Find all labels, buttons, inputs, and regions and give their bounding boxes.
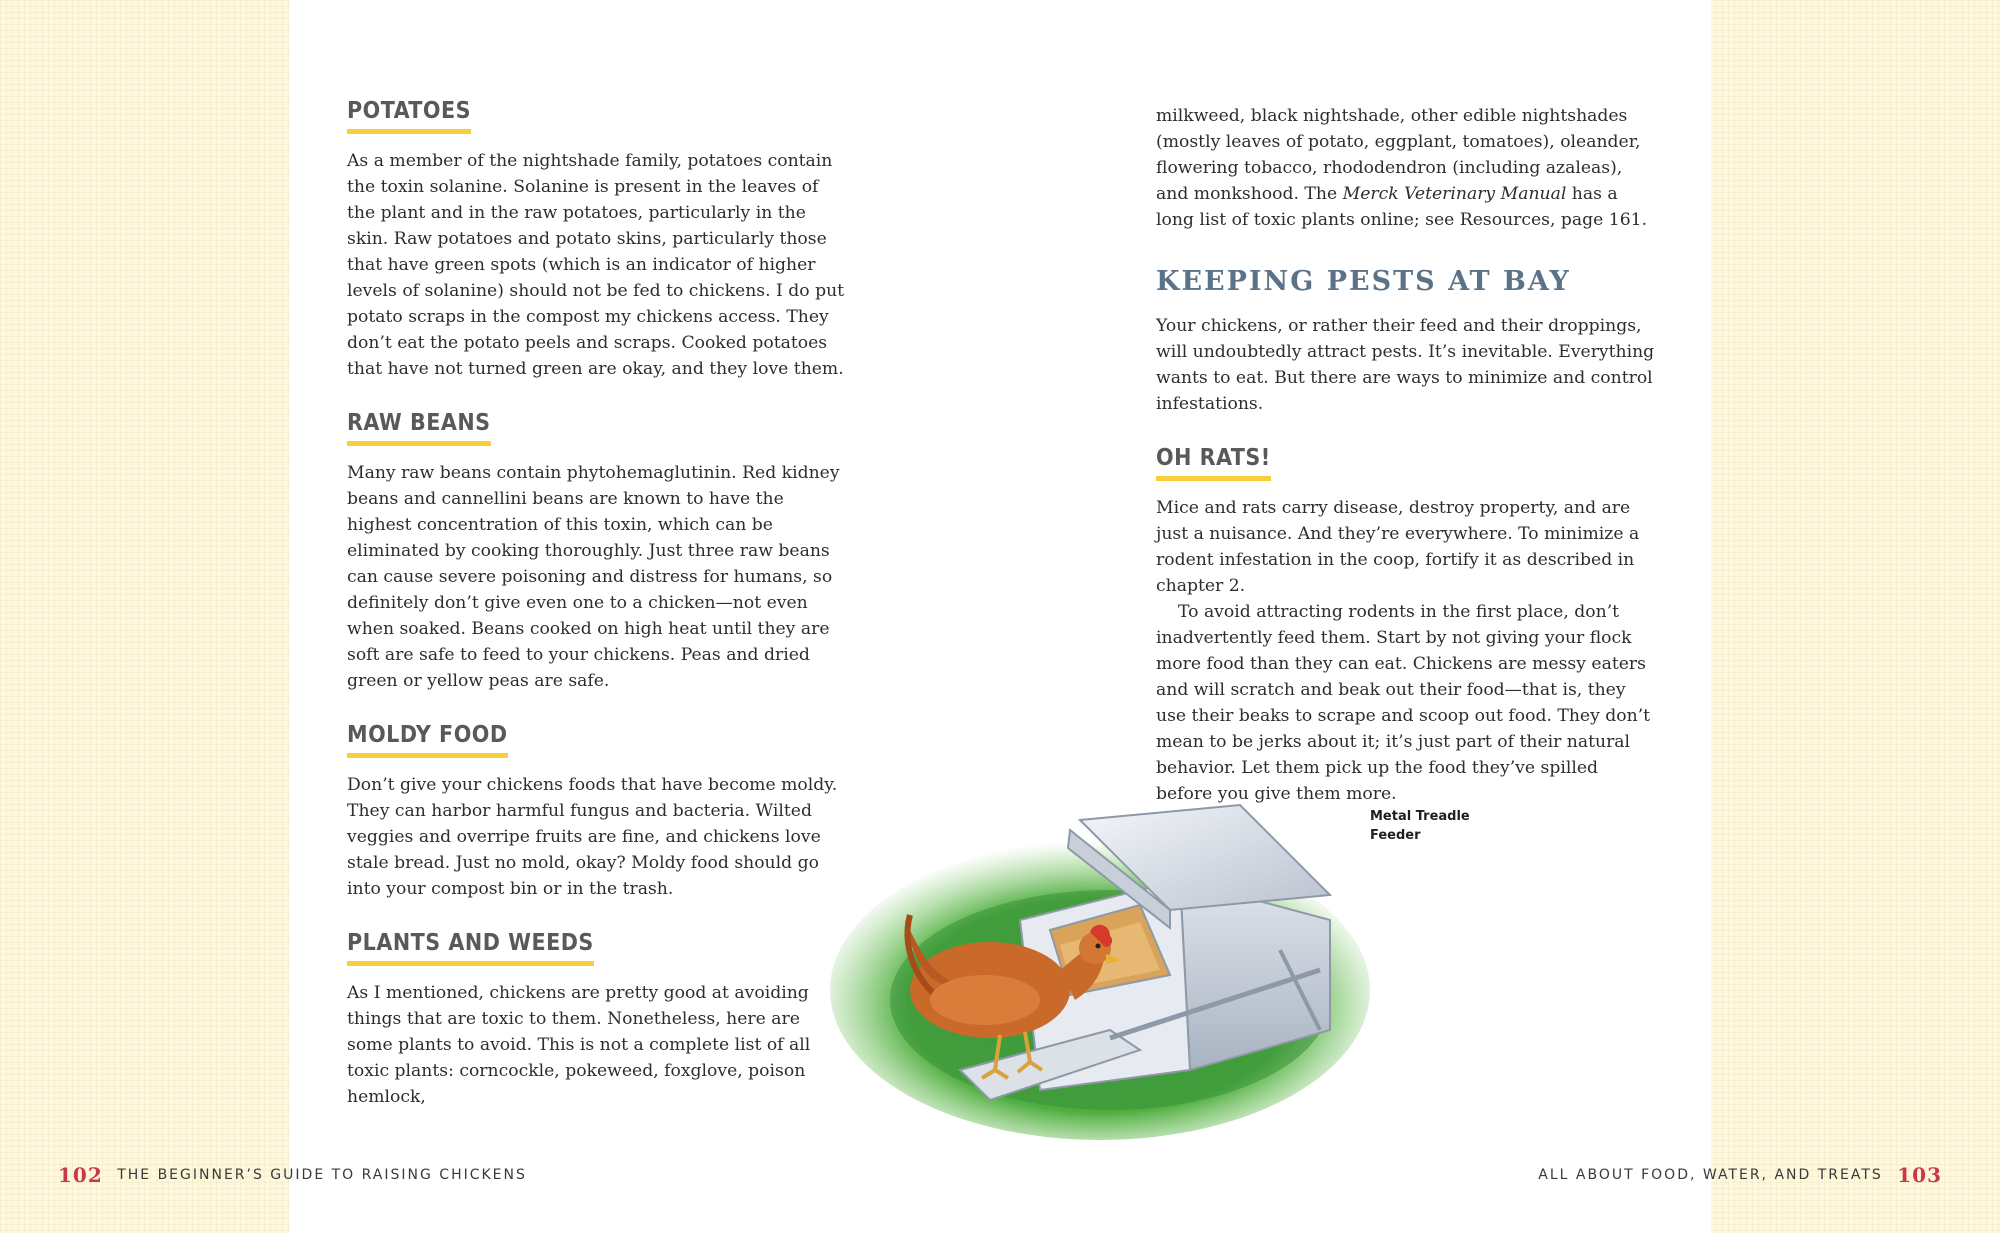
continued-paragraph (1156, 103, 1656, 233)
section-paragraph: To avoid attracting rodents in the first place, don’t inadvertently feed them. Start by not giving your flock more food than they can eat. Chickens are messy eaters and will scratch and beak out their food—that is, they use their beaks to scrape and scoop out food. They don’t mean to be jerks about it; it’s just part of their natural behavior. Let them pick up the food they’ve spilled before you give them more. (1156, 602, 1651, 804)
section-raw-beans (347, 408, 847, 694)
section-potatoes (347, 96, 847, 382)
left-page-footer (58, 1163, 527, 1187)
continued-text-before: milkweed, black nightshade, other edible nightshades (mostly leaves of potato, eggplant, tomatoes), oleander, flowering tobacco, rhododendron (including azaleas), and monkshood. The (1156, 106, 1641, 204)
left-page-column (347, 96, 847, 1136)
running-title: THE BEGINNER’S GUIDE TO RAISING CHICKENS (117, 1167, 527, 1183)
hen-at-treadle-feeder-illustration (810, 800, 1370, 1160)
page-number: 102 (58, 1163, 103, 1187)
section-paragraph: As a member of the nightshade family, potatoes contain the toxin solanine. Solanine is present in the leaves of the plant and in the raw potatoes, particularly in the skin. Raw potatoes and potato skins, particularly those that have green spots (which is an indicator of higher levels of solanine) should not be fed to chickens. I do put potato scraps in the compost my chickens access. They don’t eat the potato peels and scraps. Cooked potatoes that have not turned green are okay, and they love them. (347, 151, 845, 379)
section-heading: PLANTS AND WEEDS (347, 928, 594, 966)
page-number: 103 (1897, 1163, 1942, 1187)
section-heading: RAW BEANS (347, 408, 491, 446)
section-heading: OH RATS! (1156, 443, 1271, 481)
section-paragraph: Mice and rats carry disease, destroy property, and are just a nuisance. And they’re everywhere. To minimize a rodent infestation in the coop, fortify it as described in chapter 2. (1156, 498, 1640, 596)
right-page-column (1156, 103, 1656, 807)
section-paragraph: As I mentioned, chickens are pretty good at avoiding things that are toxic to them. Nonetheless, here are some plants to avoid. This is not a complete list of all toxic plants: corncockle, pokeweed, foxglove, poison hemlock, (347, 983, 811, 1107)
book-title-reference: Merck Veterinary Manual (1342, 184, 1567, 204)
section-paragraph: Don’t give your chickens foods that have become moldy. They can harbor harmful fungus and bacteria. Wilted veggies and overripe fruits are fine, and chickens love stale bread. Just no mold, okay? Moldy food should go into your compost bin or in the trash. (347, 775, 838, 899)
section-heading: MOLDY FOOD (347, 720, 508, 758)
continued-text-after: has a long list of toxic plants online; see Resources, page 161. (1156, 184, 1648, 230)
right-page-footer (1538, 1163, 1942, 1187)
section-plants-and-weeds (347, 928, 847, 1110)
section-moldy-food (347, 720, 847, 902)
section-heading: POTATOES (347, 96, 471, 134)
section-paragraph: Many raw beans contain phytohemaglutinin. Red kidney beans and cannellini beans are known to have the highest concentration of this toxin, which can be eliminated by cooking thoroughly. Just three raw beans can cause severe poisoning and distress for humans, so definitely don’t give even one to a chicken—not even when soaked. Beans cooked on high heat until they are soft are safe to feed to your chickens. Peas and dried green or yellow peas are safe. (347, 463, 840, 691)
major-paragraph: Your chickens, or rather their feed and their droppings, will undoubtedly attract pests. It’s inevitable. Everything wants to eat. But there are ways to minimize and control infestations. (1156, 316, 1655, 414)
illustration-caption: Metal Treadle Feeder (1370, 809, 1470, 843)
running-title: ALL ABOUT FOOD, WATER, AND TREATS (1538, 1167, 1883, 1183)
major-heading: KEEPING PESTS AT BAY (1156, 266, 1571, 297)
